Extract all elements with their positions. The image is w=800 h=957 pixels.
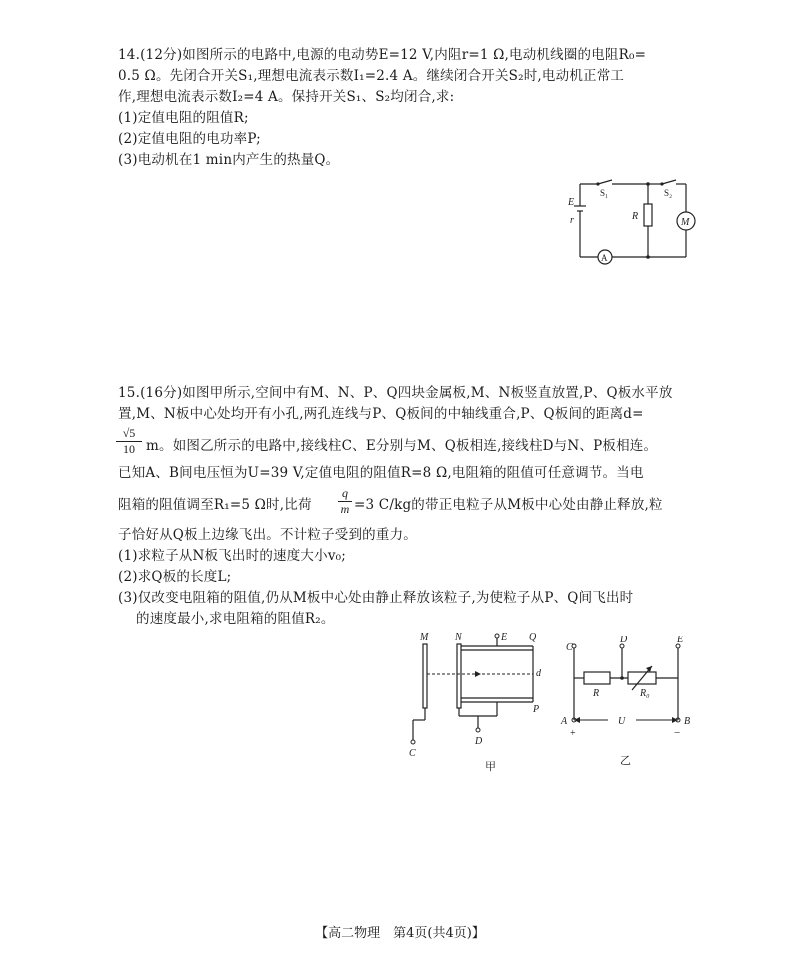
label-motor: M: [681, 217, 690, 228]
q15-line-5a: 阻箱的阻值调至R₁=5 Ω时,比荷: [118, 497, 312, 513]
yi-minus: −: [674, 727, 681, 739]
yi-plus: +: [570, 728, 576, 739]
jia-P: P: [533, 704, 540, 715]
q14-line-3: 作,理想电流表示数I₂=4 A。保持开关S₁、S₂均闭合,求:: [118, 89, 455, 105]
q14-circuit-diagram: [560, 172, 710, 267]
label-S1: S₁: [600, 188, 609, 198]
jia-caption: 甲: [485, 761, 496, 773]
yi-R0: R₀: [640, 688, 650, 699]
yi-E: E: [677, 636, 684, 645]
q15-line-1: 15.(16分)如图甲所示,空间中有M、N、P、Q四块金属板,M、N板竖直放置,P、Q板水平放: [118, 385, 673, 401]
jia-E: E: [501, 632, 508, 643]
q15-sub-2: (2)求Q板的长度L;: [118, 569, 232, 585]
q15-sub-3-cont: 的速度最小,求电阻箱的阻值R₂。: [136, 611, 335, 627]
yi-D: D: [620, 636, 628, 645]
q14-sub-2: (2)定值电阻的电功率P;: [118, 131, 261, 147]
label-E: E: [568, 197, 575, 208]
jia-C: C: [409, 748, 416, 759]
jia-d: d: [536, 668, 541, 679]
yi-caption: 乙: [620, 755, 631, 767]
q15-line-6: 子恰好从Q板上边缘飞出。不计粒子受到的重力。: [118, 527, 417, 543]
frac-qm: [338, 486, 352, 517]
q14-sub-3: (3)电动机在1 min内产生的热量Q。: [118, 152, 340, 168]
figure-jia: [405, 628, 555, 778]
q14-sub-1: (1)定值电阻的阻值R;: [118, 110, 249, 126]
q15-sub-1: (1)求粒子从N板飞出时的速度大小v₀;: [118, 548, 347, 564]
frac-qm-den: m: [340, 502, 350, 516]
yi-C: C: [566, 642, 573, 653]
frac-qm-num: q: [338, 486, 352, 502]
label-S2: S₂: [664, 188, 673, 198]
label-R: R: [632, 211, 639, 222]
yi-R: R: [593, 688, 600, 699]
label-r: r: [570, 215, 574, 226]
q15-line-3: m。如图乙所示的电路中,接线柱C、E分别与M、Q板相连,接线柱D与N、P板相连。: [146, 438, 658, 454]
yi-B: B: [684, 716, 691, 727]
frac-d-den: 10: [123, 442, 135, 456]
figure-yi: [560, 636, 710, 778]
frac-d: [116, 426, 142, 457]
frac-d-num: √5: [116, 426, 142, 442]
q14-line-1: 14.(12分)如图所示的电路中,电源的电动势E=12 V,内阻r=1 Ω,电动机线圈的电阻R₀=: [118, 47, 647, 63]
yi-A: A: [561, 716, 568, 727]
q14-line-2: 0.5 Ω。先闭合开关S₁,理想电流表示数I₁=2.4 A。继续闭合开关S₂时,电动机正常工: [118, 68, 625, 84]
jia-N: N: [455, 632, 462, 643]
q15-line-5b: =3 C/kg的带正电粒子从M板中心处由静止释放,粒: [354, 497, 663, 513]
q15-line-4: 已知A、B间电压恒为U=39 V,定值电阻的阻值R=8 Ω,电阻箱的阻值可任意调节。当电: [118, 465, 644, 481]
label-ammeter: A: [601, 253, 608, 263]
jia-D: D: [475, 736, 483, 747]
jia-M: M: [420, 632, 429, 643]
page-footer: 【高二物理 第4页(共4页)】: [315, 926, 485, 941]
jia-Q: Q: [529, 632, 537, 643]
yi-U: U: [618, 716, 626, 727]
q15-sub-3: (3)仅改变电阻箱的阻值,仍从M板中心处由静止释放该粒子,为使粒子从P、Q间飞出时: [118, 590, 634, 606]
q15-line-2: 置,M、N板中心处均开有小孔,两孔连线与P、Q板间的中轴线重合,P、Q板间的距离d=: [118, 406, 644, 422]
